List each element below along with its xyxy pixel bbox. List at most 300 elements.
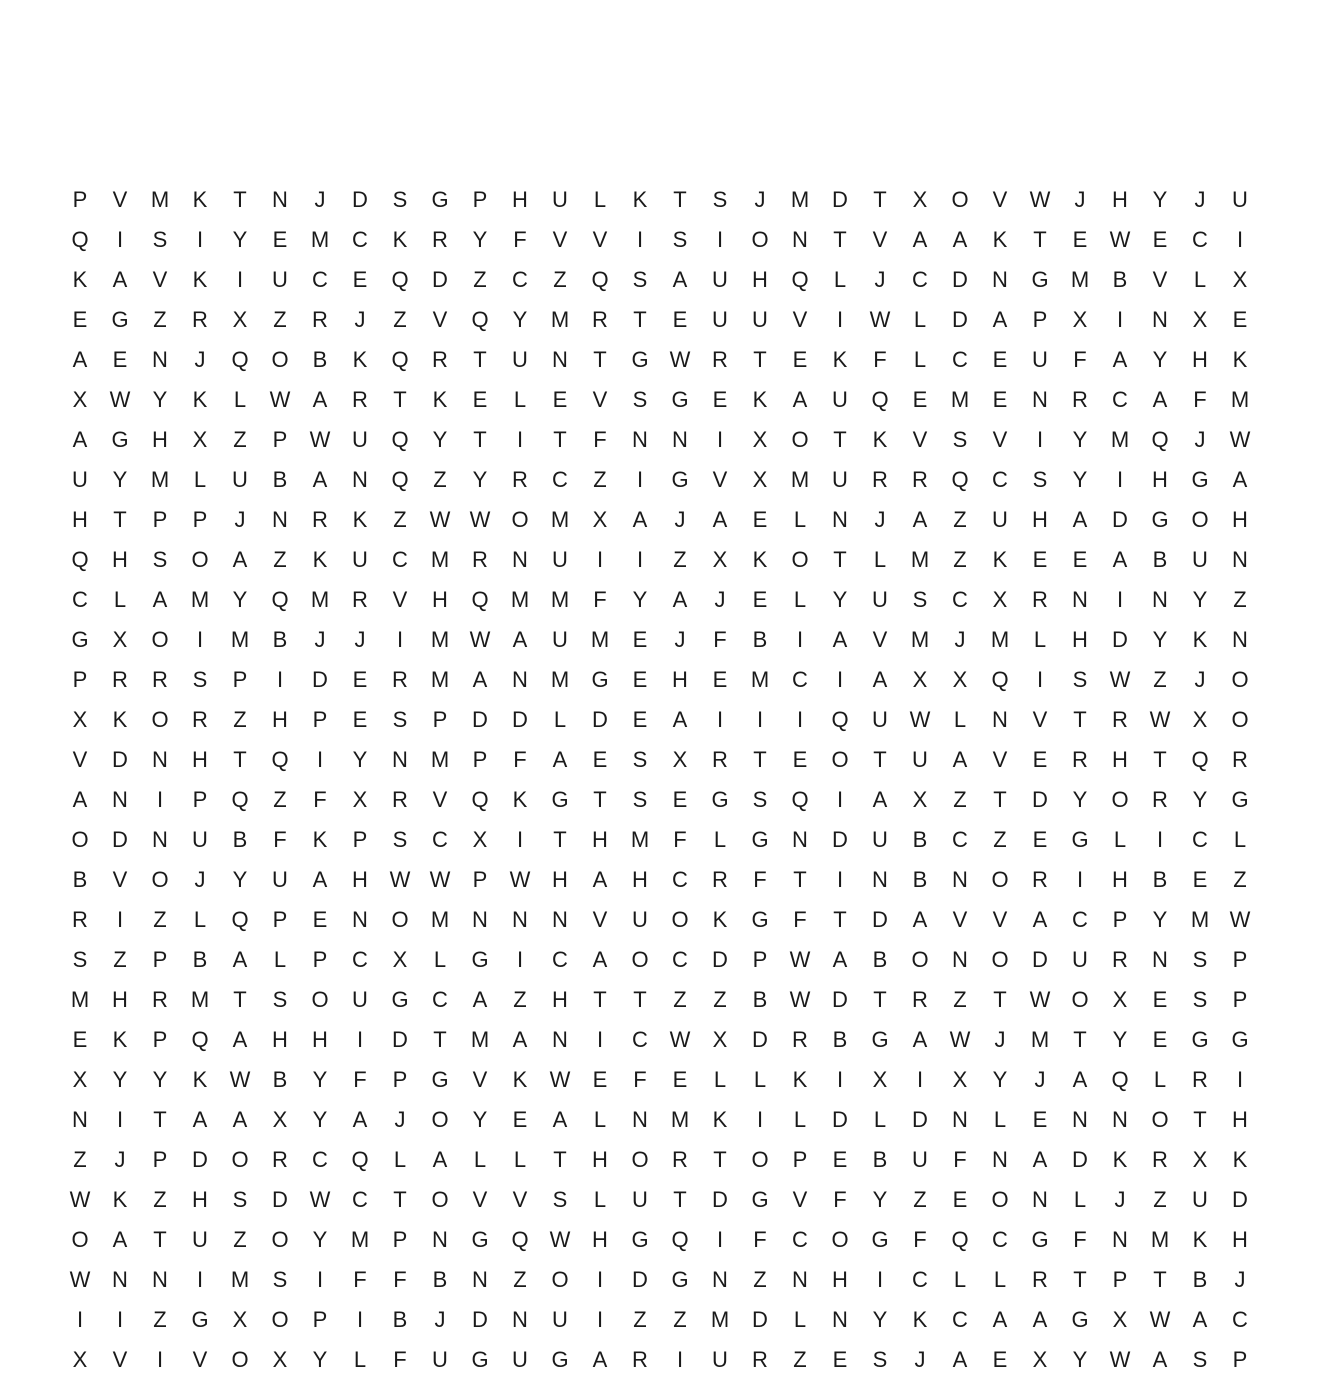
grid-cell[interactable]: E — [1152, 1027, 1168, 1052]
grid-cell[interactable]: M — [1070, 267, 1090, 292]
grid-cell[interactable]: M — [550, 307, 570, 332]
grid-cell[interactable]: S — [392, 827, 408, 852]
grid-cell[interactable]: V — [112, 1347, 128, 1372]
grid-cell[interactable]: O — [151, 707, 169, 732]
grid-cell[interactable]: W — [1229, 427, 1251, 452]
grid-cell[interactable]: N — [792, 227, 808, 252]
grid-cell[interactable]: E — [352, 267, 368, 292]
grid-cell[interactable]: Y — [1192, 587, 1208, 612]
grid-cell[interactable]: U — [352, 427, 368, 452]
grid-cell[interactable]: A — [1152, 1347, 1168, 1372]
grid-cell[interactable]: T — [1153, 747, 1167, 772]
grid-cell[interactable]: A — [672, 707, 688, 732]
grid-cell[interactable]: T — [873, 747, 887, 772]
grid-cell[interactable]: O — [751, 1147, 769, 1172]
grid-cell[interactable]: W — [1109, 667, 1131, 692]
grid-cell[interactable]: X — [912, 187, 928, 212]
grid-cell[interactable]: L — [793, 507, 807, 532]
grid-cell[interactable]: W — [1149, 1307, 1171, 1332]
grid-cell[interactable]: H — [1072, 627, 1088, 652]
grid-cell[interactable]: E — [72, 1027, 88, 1052]
grid-cell[interactable]: G — [1071, 1307, 1089, 1332]
grid-cell[interactable]: M — [150, 467, 170, 492]
grid-cell[interactable]: J — [114, 1147, 126, 1172]
grid-cell[interactable]: P — [1232, 947, 1248, 972]
grid-cell[interactable]: I — [676, 1347, 684, 1372]
grid-cell[interactable]: D — [832, 827, 848, 852]
grid-cell[interactable]: K — [192, 1067, 208, 1092]
grid-cell[interactable]: M — [910, 547, 930, 572]
grid-cell[interactable]: X — [672, 747, 688, 772]
grid-cell[interactable]: A — [992, 307, 1008, 332]
grid-cell[interactable]: A — [512, 627, 528, 652]
grid-cell[interactable]: T — [1073, 707, 1087, 732]
grid-cell[interactable]: L — [993, 1107, 1007, 1132]
grid-cell[interactable]: O — [311, 987, 329, 1012]
grid-cell[interactable]: P — [152, 507, 168, 532]
grid-cell[interactable]: T — [233, 987, 247, 1012]
grid-cell[interactable]: L — [473, 1147, 487, 1172]
grid-cell[interactable]: X — [912, 787, 928, 812]
grid-cell[interactable]: P — [752, 947, 768, 972]
grid-cell[interactable]: G — [671, 467, 689, 492]
grid-cell[interactable]: L — [193, 467, 207, 492]
grid-cell[interactable]: Z — [1153, 667, 1167, 692]
grid-cell[interactable]: G — [1191, 1027, 1209, 1052]
grid-cell[interactable]: M — [510, 587, 530, 612]
grid-cell[interactable]: N — [1152, 947, 1168, 972]
grid-cell[interactable]: Z — [1153, 1187, 1167, 1212]
grid-cell[interactable]: G — [751, 1187, 769, 1212]
grid-cell[interactable]: F — [633, 1067, 647, 1092]
grid-cell[interactable]: Y — [1152, 627, 1168, 652]
grid-cell[interactable]: A — [832, 627, 848, 652]
grid-cell[interactable]: Y — [352, 747, 368, 772]
grid-cell[interactable]: C — [432, 987, 448, 1012]
grid-cell[interactable]: O — [271, 1307, 289, 1332]
grid-cell[interactable]: Z — [953, 987, 967, 1012]
grid-cell[interactable]: F — [953, 1147, 967, 1172]
grid-cell[interactable]: H — [592, 1147, 608, 1172]
grid-cell[interactable]: W — [549, 1227, 571, 1252]
grid-cell[interactable]: N — [792, 1267, 808, 1292]
grid-cell[interactable]: G — [431, 187, 449, 212]
grid-cell[interactable]: F — [593, 587, 607, 612]
grid-cell[interactable]: I — [276, 667, 284, 692]
grid-cell[interactable]: Y — [1152, 347, 1168, 372]
grid-cell[interactable]: P — [1232, 1347, 1248, 1372]
grid-cell[interactable]: L — [1233, 827, 1247, 852]
grid-cell[interactable]: E — [1032, 827, 1048, 852]
grid-cell[interactable]: R — [1072, 387, 1088, 412]
grid-cell[interactable]: M — [670, 1107, 690, 1132]
grid-cell[interactable]: S — [1192, 947, 1208, 972]
grid-cell[interactable]: L — [1153, 1067, 1167, 1092]
grid-cell[interactable]: E — [352, 707, 368, 732]
grid-cell[interactable]: S — [752, 787, 768, 812]
grid-cell[interactable]: K — [912, 1307, 928, 1332]
grid-cell[interactable]: N — [112, 1267, 128, 1292]
grid-cell[interactable]: D — [832, 1107, 848, 1132]
grid-cell[interactable]: R — [1032, 867, 1048, 892]
grid-cell[interactable]: X — [1032, 1347, 1048, 1372]
grid-cell[interactable]: W — [229, 1067, 251, 1092]
grid-cell[interactable]: O — [271, 1227, 289, 1252]
grid-cell[interactable]: P — [272, 427, 288, 452]
grid-cell[interactable]: E — [512, 1107, 528, 1132]
grid-cell[interactable]: M — [430, 547, 450, 572]
grid-cell[interactable]: K — [512, 1067, 528, 1092]
grid-cell[interactable]: D — [1032, 947, 1048, 972]
grid-cell[interactable]: Y — [152, 1067, 168, 1092]
grid-cell[interactable]: L — [953, 707, 967, 732]
grid-cell[interactable]: E — [992, 387, 1008, 412]
grid-cell[interactable]: N — [272, 507, 288, 532]
grid-cell[interactable]: X — [72, 1067, 88, 1092]
grid-cell[interactable]: X — [232, 1307, 248, 1332]
grid-cell[interactable]: V — [192, 1347, 208, 1372]
grid-cell[interactable]: A — [152, 587, 168, 612]
grid-cell[interactable]: M — [230, 1267, 250, 1292]
grid-cell[interactable]: K — [352, 347, 368, 372]
grid-cell[interactable]: M — [550, 587, 570, 612]
grid-cell[interactable]: T — [833, 907, 847, 932]
grid-cell[interactable]: X — [912, 667, 928, 692]
grid-cell[interactable]: N — [712, 1267, 728, 1292]
grid-cell[interactable]: L — [553, 707, 567, 732]
grid-cell[interactable]: X — [272, 1347, 288, 1372]
grid-cell[interactable]: A — [592, 1347, 608, 1372]
grid-cell[interactable]: L — [273, 947, 287, 972]
grid-cell[interactable]: N — [1112, 1107, 1128, 1132]
grid-cell[interactable]: C — [912, 267, 928, 292]
grid-cell[interactable]: B — [232, 827, 248, 852]
grid-cell[interactable]: I — [1236, 1067, 1244, 1092]
grid-cell[interactable]: A — [72, 427, 88, 452]
grid-cell[interactable]: I — [356, 1307, 364, 1332]
grid-cell[interactable]: H — [592, 1227, 608, 1252]
grid-cell[interactable]: B — [872, 1147, 888, 1172]
grid-cell[interactable]: U — [72, 467, 88, 492]
grid-cell[interactable]: S — [72, 947, 88, 972]
grid-cell[interactable]: W — [789, 947, 811, 972]
grid-cell[interactable]: G — [1231, 787, 1249, 812]
grid-cell[interactable]: H — [1232, 1227, 1248, 1252]
grid-cell[interactable]: V — [992, 747, 1008, 772]
grid-cell[interactable]: O — [391, 907, 409, 932]
grid-cell[interactable]: Q — [471, 307, 489, 332]
grid-cell[interactable]: R — [1032, 587, 1048, 612]
grid-cell[interactable]: R — [192, 307, 208, 332]
grid-cell[interactable]: L — [873, 547, 887, 572]
grid-cell[interactable]: U — [872, 827, 888, 852]
grid-cell[interactable]: W — [509, 867, 531, 892]
grid-cell[interactable]: Z — [393, 507, 407, 532]
grid-cell[interactable]: L — [833, 267, 847, 292]
grid-cell[interactable]: K — [312, 547, 328, 572]
grid-cell[interactable]: I — [836, 307, 844, 332]
grid-cell[interactable]: Q — [271, 587, 289, 612]
grid-cell[interactable]: Q — [831, 707, 849, 732]
grid-cell[interactable]: C — [512, 267, 528, 292]
grid-cell[interactable]: N — [952, 867, 968, 892]
grid-cell[interactable]: K — [1192, 1227, 1208, 1252]
grid-cell[interactable]: D — [1112, 627, 1128, 652]
grid-cell[interactable]: T — [233, 747, 247, 772]
grid-cell[interactable]: G — [1031, 267, 1049, 292]
grid-cell[interactable]: I — [596, 1267, 604, 1292]
grid-cell[interactable]: U — [192, 1227, 208, 1252]
grid-cell[interactable]: P — [72, 187, 88, 212]
grid-cell[interactable]: U — [432, 1347, 448, 1372]
grid-cell[interactable]: Y — [112, 1067, 128, 1092]
grid-cell[interactable]: B — [272, 467, 288, 492]
grid-cell[interactable]: O — [71, 1227, 89, 1252]
grid-cell[interactable]: X — [992, 587, 1008, 612]
grid-cell[interactable]: I — [836, 667, 844, 692]
grid-cell[interactable]: U — [632, 1187, 648, 1212]
grid-cell[interactable]: M — [70, 987, 90, 1012]
grid-cell[interactable]: Z — [553, 267, 567, 292]
grid-cell[interactable]: X — [752, 427, 768, 452]
grid-cell[interactable]: R — [1152, 1147, 1168, 1172]
grid-cell[interactable]: R — [192, 707, 208, 732]
grid-cell[interactable]: N — [832, 1307, 848, 1332]
grid-cell[interactable]: A — [232, 1027, 248, 1052]
grid-cell[interactable]: A — [792, 387, 808, 412]
grid-cell[interactable]: E — [912, 387, 928, 412]
grid-cell[interactable]: I — [596, 547, 604, 572]
grid-cell[interactable]: T — [233, 187, 247, 212]
grid-cell[interactable]: E — [752, 507, 768, 532]
grid-cell[interactable]: A — [592, 867, 608, 892]
grid-cell[interactable]: A — [952, 1347, 968, 1372]
grid-cell[interactable]: S — [552, 1187, 568, 1212]
grid-cell[interactable]: S — [632, 747, 648, 772]
grid-cell[interactable]: K — [992, 227, 1008, 252]
grid-cell[interactable]: K — [72, 267, 88, 292]
grid-cell[interactable]: R — [392, 667, 408, 692]
grid-cell[interactable]: U — [872, 707, 888, 732]
grid-cell[interactable]: X — [1192, 707, 1208, 732]
grid-cell[interactable]: A — [112, 1227, 128, 1252]
grid-cell[interactable]: I — [1116, 587, 1124, 612]
grid-cell[interactable]: I — [596, 1027, 604, 1052]
grid-cell[interactable]: V — [992, 427, 1008, 452]
grid-cell[interactable]: O — [631, 1147, 649, 1172]
grid-cell[interactable]: X — [952, 667, 968, 692]
grid-cell[interactable]: G — [471, 947, 489, 972]
grid-cell[interactable]: C — [352, 947, 368, 972]
grid-cell[interactable]: S — [1032, 467, 1048, 492]
grid-cell[interactable]: D — [1072, 1147, 1088, 1172]
grid-cell[interactable]: Z — [673, 987, 687, 1012]
grid-cell[interactable]: Z — [913, 1187, 927, 1212]
grid-cell[interactable]: V — [912, 427, 928, 452]
grid-cell[interactable]: C — [552, 947, 568, 972]
grid-cell[interactable]: G — [111, 427, 129, 452]
grid-cell[interactable]: M — [550, 667, 570, 692]
grid-cell[interactable]: N — [1152, 587, 1168, 612]
grid-cell[interactable]: L — [593, 1187, 607, 1212]
grid-cell[interactable]: Y — [1072, 787, 1088, 812]
grid-cell[interactable]: H — [512, 187, 528, 212]
grid-cell[interactable]: Z — [273, 547, 287, 572]
grid-cell[interactable]: T — [833, 427, 847, 452]
grid-cell[interactable]: P — [192, 507, 208, 532]
grid-cell[interactable]: E — [832, 1147, 848, 1172]
grid-cell[interactable]: R — [1112, 707, 1128, 732]
grid-cell[interactable]: U — [1232, 187, 1248, 212]
grid-cell[interactable]: L — [953, 1267, 967, 1292]
grid-cell[interactable]: X — [872, 1067, 888, 1092]
grid-cell[interactable]: Q — [231, 347, 249, 372]
grid-cell[interactable]: N — [512, 667, 528, 692]
grid-cell[interactable]: W — [309, 1187, 331, 1212]
grid-cell[interactable]: N — [272, 187, 288, 212]
grid-cell[interactable]: A — [912, 507, 928, 532]
grid-cell[interactable]: T — [833, 227, 847, 252]
grid-cell[interactable]: Q — [191, 1027, 209, 1052]
grid-cell[interactable]: U — [272, 267, 288, 292]
grid-cell[interactable]: A — [312, 467, 328, 492]
grid-cell[interactable]: W — [669, 347, 691, 372]
grid-cell[interactable]: U — [712, 267, 728, 292]
grid-cell[interactable]: W — [669, 1027, 691, 1052]
grid-cell[interactable]: E — [272, 227, 288, 252]
grid-cell[interactable]: R — [312, 507, 328, 532]
grid-cell[interactable]: M — [150, 187, 170, 212]
grid-cell[interactable]: K — [392, 227, 408, 252]
grid-cell[interactable]: Z — [673, 547, 687, 572]
grid-cell[interactable]: I — [716, 427, 724, 452]
grid-cell[interactable]: H — [1112, 747, 1128, 772]
grid-cell[interactable]: U — [1072, 947, 1088, 972]
grid-cell[interactable]: H — [1152, 467, 1168, 492]
grid-cell[interactable]: A — [72, 347, 88, 372]
grid-cell[interactable]: D — [472, 707, 488, 732]
grid-cell[interactable]: Z — [953, 547, 967, 572]
grid-cell[interactable]: Q — [871, 387, 889, 412]
grid-cell[interactable]: N — [392, 747, 408, 772]
grid-cell[interactable]: M — [1190, 907, 1210, 932]
grid-cell[interactable]: I — [516, 947, 524, 972]
grid-cell[interactable]: Y — [1152, 187, 1168, 212]
grid-cell[interactable]: H — [152, 427, 168, 452]
grid-cell[interactable]: Q — [1191, 747, 1209, 772]
grid-cell[interactable]: C — [952, 587, 968, 612]
grid-cell[interactable]: P — [152, 1147, 168, 1172]
grid-cell[interactable]: Z — [393, 307, 407, 332]
grid-cell[interactable]: T — [593, 787, 607, 812]
grid-cell[interactable]: F — [513, 227, 527, 252]
grid-cell[interactable]: M — [310, 587, 330, 612]
grid-cell[interactable]: J — [874, 507, 886, 532]
grid-cell[interactable]: L — [993, 1267, 1007, 1292]
grid-cell[interactable]: E — [352, 667, 368, 692]
grid-cell[interactable]: T — [1153, 1267, 1167, 1292]
grid-cell[interactable]: R — [1032, 1267, 1048, 1292]
grid-cell[interactable]: J — [994, 1027, 1006, 1052]
grid-cell[interactable]: R — [712, 867, 728, 892]
grid-cell[interactable]: I — [116, 227, 124, 252]
grid-cell[interactable]: M — [790, 467, 810, 492]
grid-cell[interactable]: V — [792, 1187, 808, 1212]
grid-cell[interactable]: V — [512, 1187, 528, 1212]
grid-cell[interactable]: G — [871, 1227, 889, 1252]
grid-cell[interactable]: G — [631, 1227, 649, 1252]
grid-cell[interactable]: R — [1192, 1067, 1208, 1092]
grid-cell[interactable]: N — [152, 1267, 168, 1292]
grid-cell[interactable]: I — [876, 1267, 884, 1292]
grid-cell[interactable]: E — [992, 347, 1008, 372]
grid-cell[interactable]: Q — [271, 747, 289, 772]
grid-cell[interactable]: C — [792, 1227, 808, 1252]
grid-cell[interactable]: N — [992, 707, 1008, 732]
grid-cell[interactable]: Z — [1233, 867, 1247, 892]
grid-cell[interactable]: B — [432, 1267, 448, 1292]
grid-cell[interactable]: C — [912, 1267, 928, 1292]
grid-cell[interactable]: A — [112, 267, 128, 292]
grid-cell[interactable]: G — [1151, 507, 1169, 532]
grid-cell[interactable]: O — [831, 1227, 849, 1252]
grid-cell[interactable]: G — [1071, 827, 1089, 852]
grid-cell[interactable]: O — [1111, 787, 1129, 812]
grid-cell[interactable]: T — [673, 1187, 687, 1212]
grid-cell[interactable]: F — [1073, 347, 1087, 372]
grid-cell[interactable]: A — [312, 867, 328, 892]
grid-cell[interactable]: C — [952, 1307, 968, 1332]
grid-cell[interactable]: X — [592, 507, 608, 532]
grid-cell[interactable]: C — [312, 1147, 328, 1172]
grid-cell[interactable]: I — [716, 227, 724, 252]
grid-cell[interactable]: O — [631, 947, 649, 972]
grid-cell[interactable]: F — [393, 1267, 407, 1292]
grid-cell[interactable]: J — [714, 587, 726, 612]
grid-cell[interactable]: R — [72, 907, 88, 932]
grid-cell[interactable]: H — [192, 747, 208, 772]
grid-cell[interactable]: L — [913, 347, 927, 372]
grid-cell[interactable]: B — [752, 627, 768, 652]
grid-cell[interactable]: I — [156, 787, 164, 812]
grid-cell[interactable]: V — [952, 907, 968, 932]
grid-cell[interactable]: Z — [273, 787, 287, 812]
grid-cell[interactable]: P — [192, 787, 208, 812]
grid-cell[interactable]: L — [793, 587, 807, 612]
grid-cell[interactable]: C — [432, 827, 448, 852]
grid-cell[interactable]: Y — [1072, 467, 1088, 492]
grid-cell[interactable]: O — [991, 947, 1009, 972]
grid-cell[interactable]: I — [716, 707, 724, 732]
grid-cell[interactable]: E — [632, 627, 648, 652]
grid-cell[interactable]: T — [633, 987, 647, 1012]
grid-cell[interactable]: S — [632, 787, 648, 812]
grid-cell[interactable]: J — [354, 627, 366, 652]
grid-cell[interactable]: Y — [232, 587, 248, 612]
grid-cell[interactable]: N — [632, 427, 648, 452]
grid-cell[interactable]: U — [352, 547, 368, 572]
grid-cell[interactable]: G — [471, 1227, 489, 1252]
grid-cell[interactable]: S — [152, 547, 168, 572]
grid-cell[interactable]: K — [192, 387, 208, 412]
grid-cell[interactable]: P — [72, 667, 88, 692]
grid-cell[interactable]: A — [952, 227, 968, 252]
grid-cell[interactable]: Z — [233, 427, 247, 452]
grid-cell[interactable]: O — [431, 1107, 449, 1132]
grid-cell[interactable]: J — [394, 1107, 406, 1132]
grid-cell[interactable]: T — [1073, 1267, 1087, 1292]
grid-cell[interactable]: G — [1031, 1227, 1049, 1252]
